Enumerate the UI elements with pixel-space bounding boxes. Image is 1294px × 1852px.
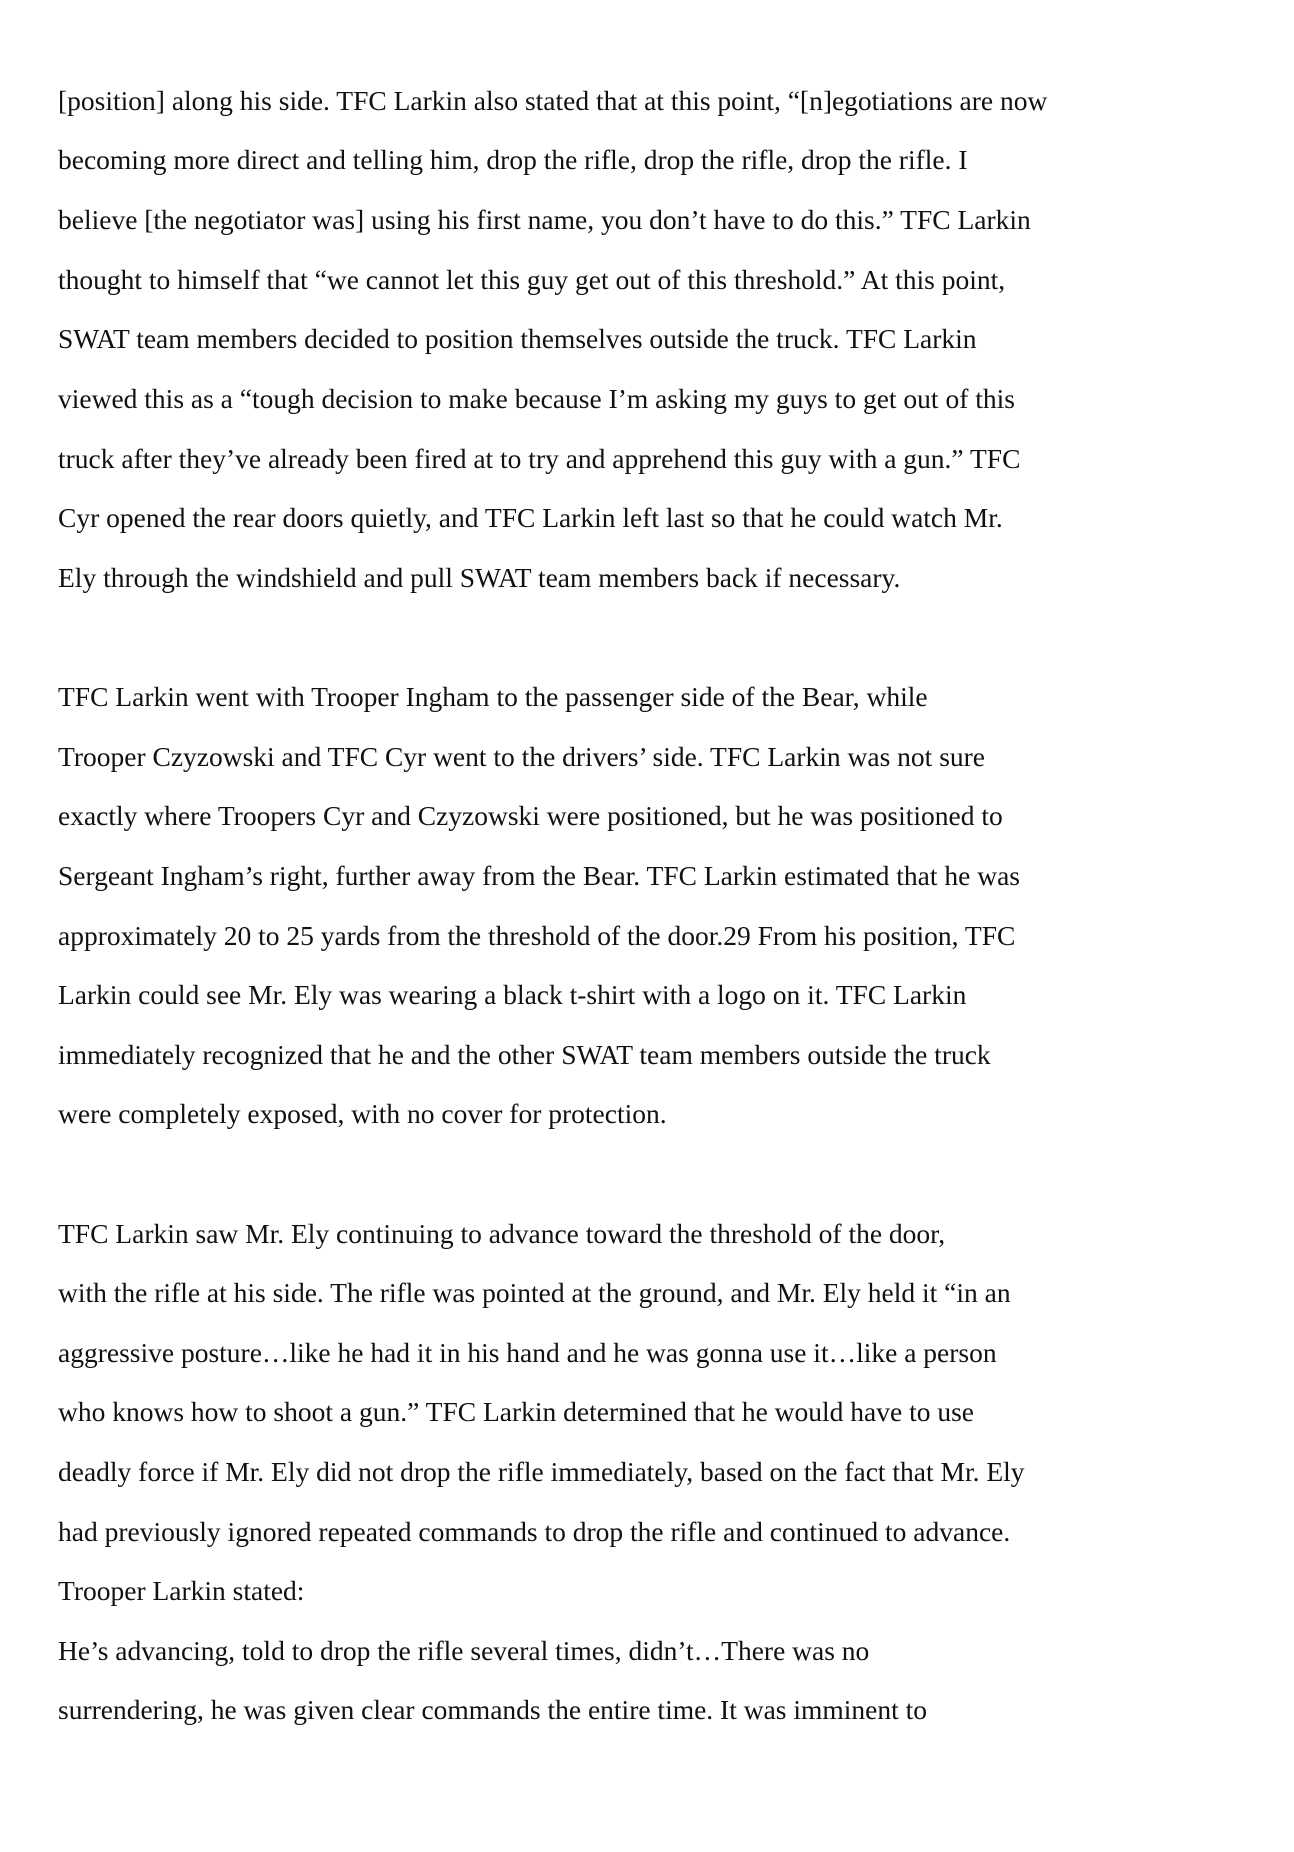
text-line: Trooper Larkin stated: (58, 1575, 305, 1606)
text-line: approximately 20 to 25 yards from the threshold of the door.29 From his position, TFC (58, 920, 1016, 951)
quote-line: He’s advancing, told to drop the rifle several times, didn’t…There was no (58, 1635, 870, 1666)
text-line: had previously ignored repeated commands to drop the rifle and continued to advance. (58, 1516, 1011, 1547)
text-line: viewed this as a “tough decision to make because I’m asking my guys to get out of this (58, 383, 1015, 414)
text-line: Cyr opened the rear doors quietly, and TFC Larkin left last so that he could watch Mr. (58, 502, 1003, 533)
text-line: aggressive posture…like he had it in his hand and he was gonna use it…like a person (58, 1337, 997, 1368)
text-line: immediately recognized that he and the other SWAT team members outside the truck (58, 1039, 991, 1070)
text-line: Trooper Czyzowski and TFC Cyr went to the drivers’ side. TFC Larkin was not sure (58, 741, 986, 772)
text-line: Larkin could see Mr. Ely was wearing a black t-shirt with a logo on it. TFC Larkin (58, 979, 967, 1010)
text-line: believe [the negotiator was] using his first name, you don’t have to do this.” TFC Larkin (58, 204, 1031, 235)
quote-line: surrendering, he was given clear commands the entire time. It was imminent to (58, 1694, 928, 1725)
text-line: TFC Larkin saw Mr. Ely continuing to advance toward the threshold of the door, (58, 1218, 946, 1249)
text-line: [position] along his side. TFC Larkin also stated that at this point, “[n]egotiations are now (58, 85, 1048, 116)
text-line: who knows how to shoot a gun.” TFC Larkin determined that he would have to use (58, 1396, 975, 1427)
text-line: SWAT team members decided to position themselves outside the truck. TFC Larkin (58, 323, 977, 354)
text-line: becoming more direct and telling him, drop the rifle, drop the rifle, drop the rifle. I (58, 144, 968, 175)
text-line: deadly force if Mr. Ely did not drop the rifle immediately, based on the fact that Mr. Ely (58, 1456, 1025, 1487)
text-line: were completely exposed, with no cover for protection. (58, 1098, 667, 1129)
text-line: Sergeant Ingham’s right, further away from the Bear. TFC Larkin estimated that he was (58, 860, 1020, 891)
text-line: Ely through the windshield and pull SWAT team members back if necessary. (58, 562, 901, 593)
text-line: TFC Larkin went with Trooper Ingham to the passenger side of the Bear, while (58, 681, 928, 712)
text-line: thought to himself that “we cannot let this guy get out of this threshold.” At this point, (58, 264, 1006, 295)
text-line: with the rifle at his side. The rifle was pointed at the ground, and Mr. Ely held it “in an (58, 1277, 1011, 1308)
text-line: exactly where Troopers Cyr and Czyzowski were positioned, but he was positioned to (58, 800, 1003, 831)
text-line: truck after they’ve already been fired at to try and apprehend this guy with a gun.” TFC (58, 443, 1021, 474)
